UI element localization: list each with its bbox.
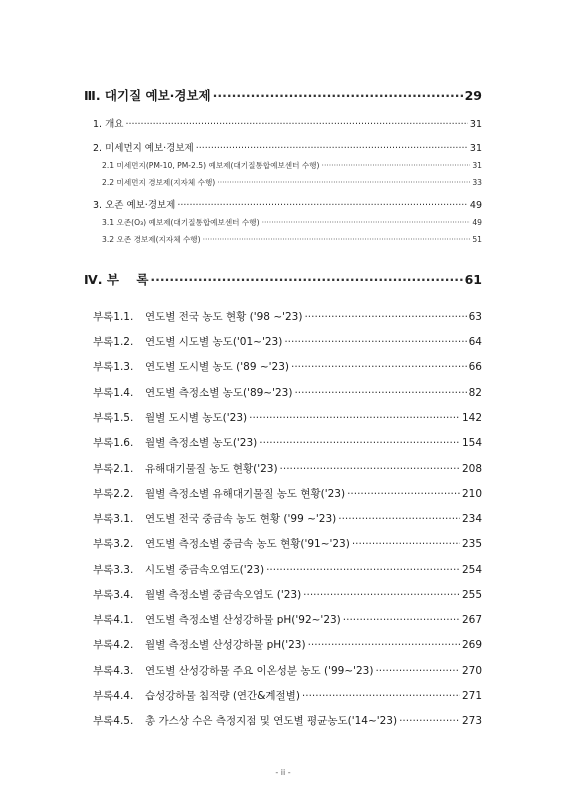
- toc-appendix-item[interactable]: 부록2.1. 유해대기물질 농도 현황('23) ····· 208: [93, 461, 482, 476]
- page-footer-number: - ii -: [275, 768, 291, 777]
- toc-appendix-item[interactable]: 부록1.3. 연도별 도시별 농도 ('89 ~'23) ····· 66: [93, 359, 482, 374]
- toc-item-pm-warning-system[interactable]: 2.2 미세먼지 경보제(지자체 수행) ····· 33: [102, 177, 482, 188]
- toc-item-pm-forecast[interactable]: 2. 미세먼지 예보·경보제 ····· 31: [93, 140, 482, 154]
- toc-appendix-item[interactable]: 부록1.1. 연도별 전국 농도 현황 ('98 ~'23) ····· 63: [93, 309, 482, 324]
- page-number: 29: [464, 88, 482, 103]
- toc-item-overview[interactable]: 1. 개요 ····· 31: [93, 116, 482, 130]
- toc-appendix-item[interactable]: 부록3.4. 월별 측정소별 중금속오염도 ('23) ····· 255: [93, 587, 482, 602]
- toc-appendix-item[interactable]: 부록1.4. 연도별 측정소별 농도('89~'23) ····· 82: [93, 385, 482, 400]
- toc-appendix-item[interactable]: 부록1.5. 월별 도시별 농도('23) ····· 142: [93, 410, 482, 425]
- toc-item-pm-forecast-system[interactable]: 2.1 미세먼지(PM-10, PM-2.5) 예보제(대기질통합예보센터 수행) ····· 31: [102, 160, 482, 171]
- page-number: 61: [464, 272, 482, 287]
- toc-appendix-item[interactable]: 부록3.1. 연도별 전국 중금속 농도 현황 ('99 ~'23) ····· 234: [93, 511, 482, 526]
- toc-appendix-item[interactable]: 부록1.6. 월별 측정소별 농도('23) ····· 154: [93, 435, 482, 450]
- toc-appendix-item[interactable]: 부록4.5. 총 가스상 수은 측정지점 및 연도별 평균농도('14~'23) ····· 273: [93, 713, 482, 728]
- toc-appendix-item[interactable]: 부록4.2. 월별 측정소별 산성강하물 pH('23) ····· 269: [93, 637, 482, 652]
- toc-appendix-item[interactable]: 부록4.3. 연도별 산성강하물 주요 이온성분 농도 ('99~'23) ····· 270: [93, 663, 482, 678]
- toc-appendix-item[interactable]: 부록2.2. 월별 측정소별 유해대기물질 농도 현황('23) ····· 210: [93, 486, 482, 501]
- toc-appendix-item[interactable]: 부록1.2. 연도별 시도별 농도('01~'23) ····· 64: [93, 334, 482, 349]
- toc-item-ozone-warning-system[interactable]: 3.2 오존 경보제(지자체 수행) ····· 51: [102, 234, 482, 245]
- toc-appendix-item[interactable]: 부록3.2. 연도별 측정소별 중금속 농도 현황('91~'23) ····· 235: [93, 536, 482, 551]
- toc-item-ozone-forecast[interactable]: 3. 오존 예보·경보제 ····· 49: [93, 197, 482, 211]
- toc-section-3[interactable]: [84, 86, 482, 104]
- toc-item-ozone-forecast-system[interactable]: 3.1 오존(O₃) 예보제(대기질통합예보센터 수행) ····· 49: [102, 217, 482, 228]
- section-title: Ⅲ. 대기질 예보·경보제: [84, 88, 211, 103]
- toc-appendix-item[interactable]: 부록4.4. 습성강하물 침적량 (연간&계절별) ····· 271: [93, 688, 482, 703]
- toc-appendix-item[interactable]: 부록3.3. 시도별 중금속오염도('23) ····· 254: [93, 562, 482, 577]
- toc-appendix-item[interactable]: 부록4.1. 연도별 측정소별 산성강하물 pH('92~'23) ····· 267: [93, 612, 482, 627]
- section-title: Ⅳ. 부 록: [84, 272, 149, 287]
- toc-section-4[interactable]: [84, 270, 482, 288]
